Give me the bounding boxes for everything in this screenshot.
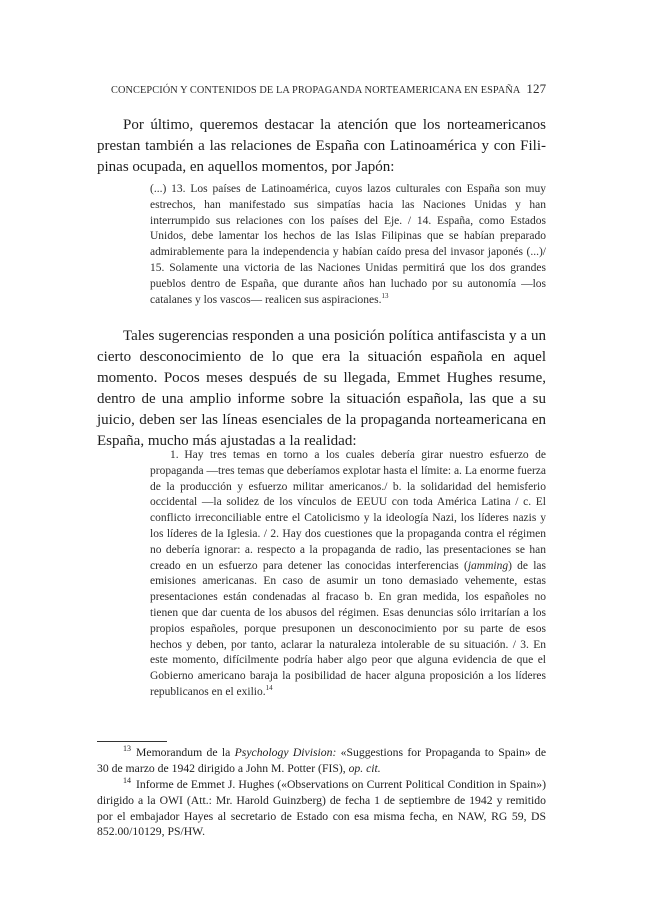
footnote-14-text: Informe de Emmet J. Hughes («Observations on Current Political Condition in Spain») dirigido a la OWI (Att.: Mr. Harold Guinzberg) de fecha 1 de septiembre de 1942 y remitido por el embajador Hayes al secretario de Estado con esa misma fecha, en NAW, RG 59, DS 852.00/10129, PS/HW. [97,778,546,839]
footnote-14 [97,777,546,840]
body-paragraph-1: Por último, queremos destacar la atención que los norteamericanos prestan también a las relaciones de España con Latinoamérica y con Filipinas ocupada, en aquellos momentos, por Japón: [97,117,546,175]
running-header [111,81,545,97]
block-quote-2-text-b: ) de las emisiones americanas. En caso de asumir un tono demasiado vehemente, estas presentaciones están condenadas al fracaso b. En gran medida, los españoles no tienen que dar cuenta de los abusos del régimen. Esas denuncias sólo irritarían a los propios españoles, porque presuponen un desconocimiento por su parte de esos hechos y deben, por tanto, aclarar la naturaleza intolerable de su situación. / 3. En este momento, difícilmente podría haber algo peor que alguna evidencia de que el Gobierno americano baraja la posibilidad de hacer alguna proposición a los líderes republicanos en el exilio. [150,559,546,698]
page-number: 127 [526,81,547,96]
footnote-13-italic-b: op. cit. [348,761,381,775]
block-quote-1-text: (...) 13. Los países de Latinoamérica, cuyos lazos culturales con España son muy estrechos, han manifestado sus simpatías hacia las Naciones Unidas y han interrumpido sus relaciones con los países del Eje. / 14. España, como Estados Unidos, debe lamentar los hechos de las Islas Filipinas que se habían preparado admirablemente para la independencia y habían caído presa del invasor japonés (...)/ 15. Solamente una victoria de las Naciones Unidas permitirá que los dos grandes pueblos dentro de España, que durante años han luchado por su autonomía —los catalanes y los vascos— realicen sus aspiraciones. [150,183,546,306]
body-paragraph-2: Tales sugerencias responden a una posición política antifascista y a un cierto desconocimiento de lo que era la situación española en aquel momento. Pocos meses después de su llegada, Emmet Hughes resume, dentro de una amplio informe sobre la situación española, las que a su juicio, deben ser las líneas esenciales de la propaganda norteamericana en España, mucho más ajustadas a la realidad: [97,328,546,449]
footnote-divider [97,741,167,742]
footnote-13-text-b: «Suggestions for Propaganda to Spain» de 30 de marzo de 1942 dirigido a John M. Potter (FIS), [97,746,547,775]
block-quote-2-text-a: 1. Hay tres temas en torno a los cuales debería girar nuestro esfuerzo de propaganda —tres temas que deberíamos explotar hasta el límite: a. La enorme fuerza de la producción y esfuerzo militar americanos./ b. la solidaridad del hemisferio occidental —la solidez de los vínculos de EEUU con toda América Latina / c. El conflicto irreconciliable entre el Catolicismo y la ideología Nazi, los líderes nazis y los líderes de la Iglesia. / 2. Hay dos cuestiones que la propaganda contra el régimen no debería ignorar: a. respecto a la propaganda de radio, las presentaciones se han creado en un esfuerzo para detener las conocidas interferencias ( [150,449,546,572]
footnote-13-text-a: Memorandum de la [136,746,235,759]
block-quote-2-italic: jamming [467,559,509,572]
footnote-13-italic-a: Psychology Division: [234,746,337,759]
block-quote-1 [150,182,546,308]
footnote-ref-13: 13 [381,291,389,300]
footnote-ref-14: 14 [265,684,273,693]
footnote-13-number: 13 [123,744,131,754]
footnote-13 [97,745,546,777]
running-header-title: CONCEPCIÓN Y CONTENIDOS DE LA PROPAGANDA NORTEAMERICANA EN ESPAÑA [111,85,521,96]
block-quote-2 [150,448,546,701]
footnote-14-number: 14 [123,776,131,786]
